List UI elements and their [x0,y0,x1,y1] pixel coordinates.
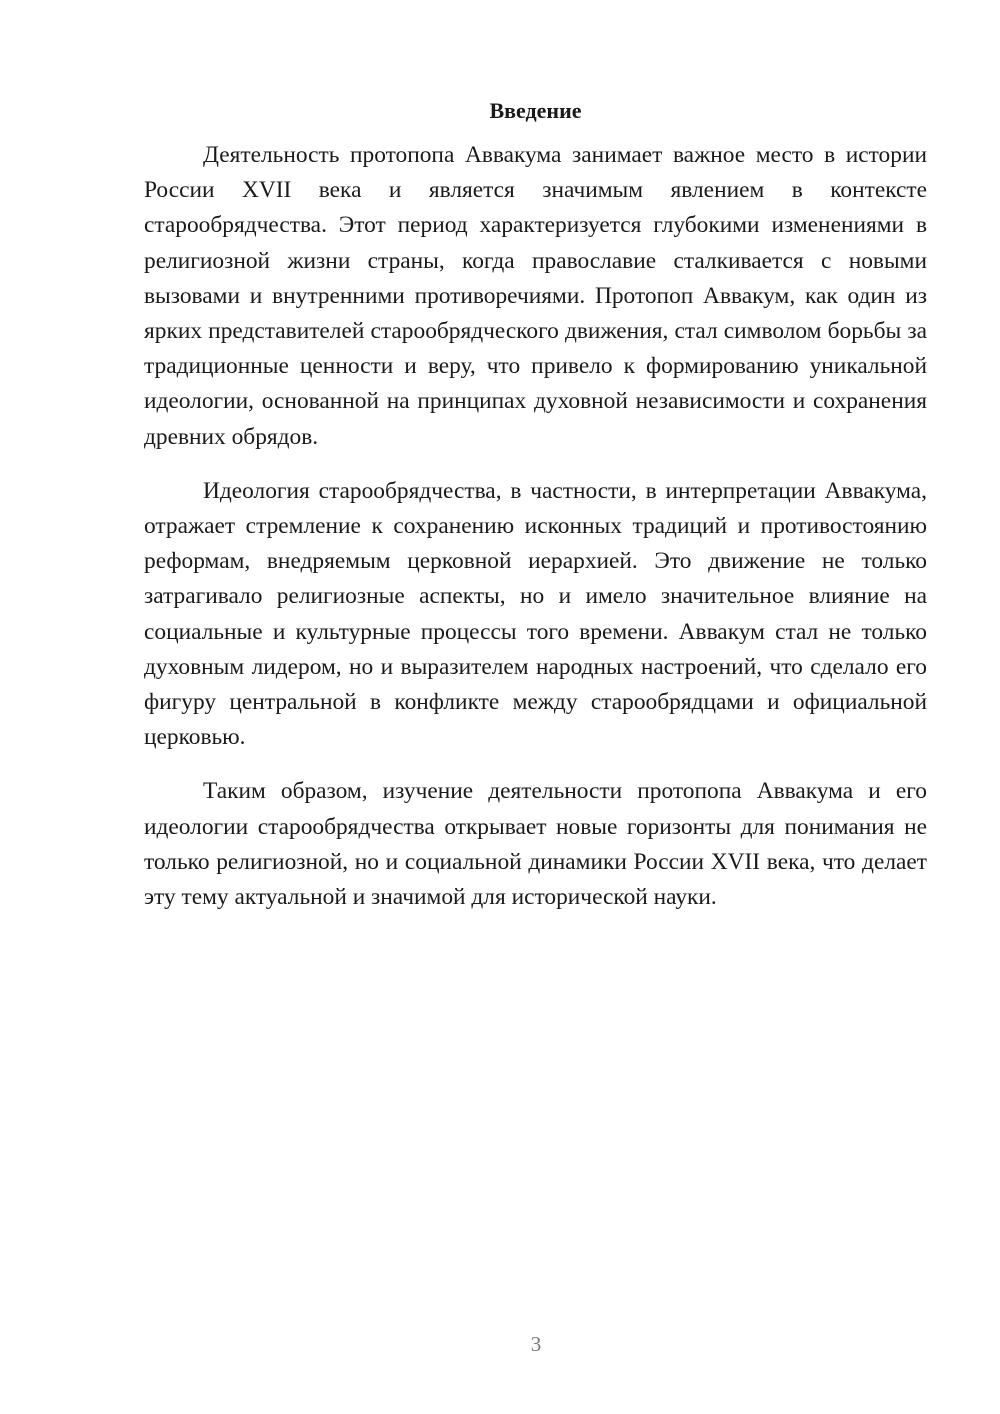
paragraph-1: Деятельность протопопа Аввакума занимает важное место в истории России XVII века и является значимым явлением в контексте старообрядчества. Этот период характеризуется глубокими изменениями в религиозной жизни страны, когда православие сталкивается с новыми вызовами и внутренними противоречиями. Протопоп Аввакум, как один из ярких представителей старообрядческого движения, стал символом борьбы за традиционные ценности и веру, что привело к формированию уникальной идеологии, основанной на принципах духовной независимости и сохранения древних обрядов. [144,142,927,450]
paragraph-2: Идеология старообрядчества, в частности, в интерпретации Аввакума, отражает стремление к сохранению исконных традиций и противостоянию реформам, внедряемым церковной иерархией. Это движение не только затрагивало религиозные аспекты, но и имело значительное влияние на социальные и культурные процессы того времени. Аввакум стал не только духовным лидером, но и выразителем народных настроений, что сделало его фигуру центральной в конфликте между старообрядцами и официальной церковью. [144,477,927,751]
page-content [144,94,927,934]
page-number: 3 [530,1332,542,1356]
section-heading: Введение [489,98,582,123]
paragraph-3: Таким образом, изучение деятельности протопопа Аввакума и его идеологии старообрядчества открывает новые горизонты для понимания не только религиозной, но и социальной динамики России XVII века, что делает эту тему актуальной и значимой для исторической науки. [144,778,927,911]
